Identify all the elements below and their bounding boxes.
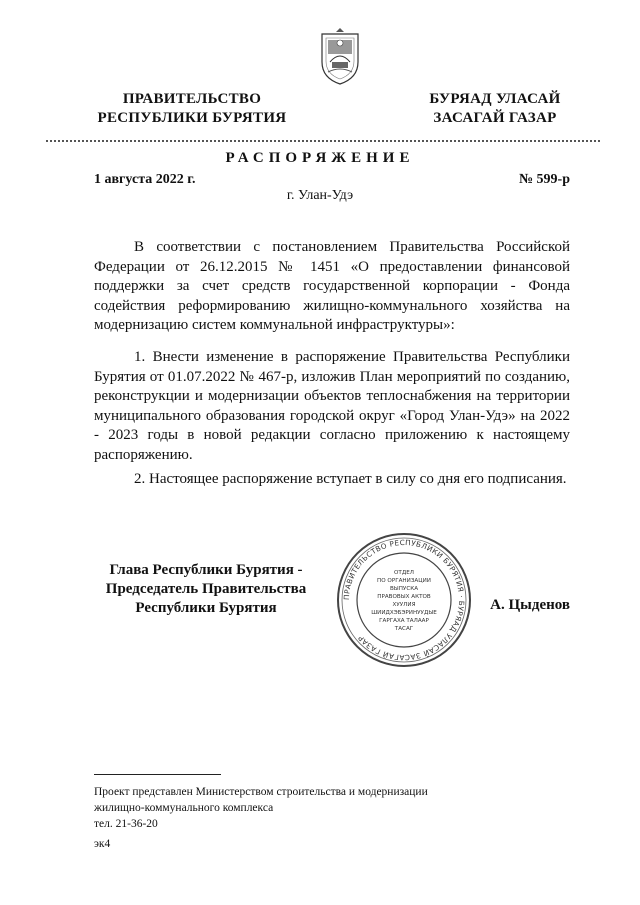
stamp-center-line: ВЫПУСКА <box>389 586 419 592</box>
document-code: эк4 <box>94 838 111 850</box>
footnote-separator <box>94 774 221 775</box>
document-city: г. Улан-Удэ <box>286 188 354 203</box>
stamp-center-line: ХУУЛИЯ <box>392 602 416 608</box>
intro-paragraph: В соответствии с постановлением Правительства Российской Федерации от 26.12.2015 № 1451 «О предоставлении финансовой поддержки за счет средств государственной корпорации - Фонда содействия реформированию жилищно-коммунального хозяйства на модернизацию систем коммунальной инфраструктуры»: <box>94 239 570 334</box>
stamp-center-line: ГАРГАХА ТАЛААР <box>379 618 429 624</box>
header-right-line: ЗАСАГАЙ ГАЗАР <box>433 110 557 126</box>
signatory-title-line: Республики Бурятия <box>135 600 277 616</box>
document-type: РАСПОРЯЖЕНИЕ <box>225 150 415 166</box>
document-date: 1 августа 2022 г. <box>94 172 196 187</box>
header-right-line: БУРЯАД УЛАСАЙ <box>429 91 561 107</box>
signatory-title-line: Глава Республики Бурятия - <box>109 562 303 578</box>
stamp-ring-text: ПРАВИТЕЛЬСТВО РЕСПУБЛИКИ БУРЯТИЯ · БУРЯАД УЛАСАЙ ЗАСАГАЙ ГАЗАР <box>341 537 467 663</box>
header-left <box>94 90 290 128</box>
item-1-paragraph: 1. Внести изменение в распоряжение Правительства Республики Бурятия от 01.07.2022 № 467-р, изложив План мероприятий по созданию, реконструкции и модернизации объектов теплоснабжения на территории муниципального образования городской округ «Город Улан-Удэ» на 2022 - 2023 годы в новой редакции согласно приложению к настоящему распоряжению. <box>94 349 570 463</box>
header-left-line: ПРАВИТЕЛЬСТВО <box>122 91 262 107</box>
footnote-line: жилищно-коммунального комплекса <box>94 802 274 814</box>
signatory-name: А. Цыденов <box>490 597 570 613</box>
footnote-line: Проект представлен Министерством строительства и модернизации <box>94 786 428 798</box>
stamp-center-line: ПРАВОВЫХ АКТОВ <box>377 594 431 600</box>
footnote-line: тел. 21-36-20 <box>94 818 158 830</box>
header-right <box>420 90 570 128</box>
coat-of-arms-icon <box>318 28 362 86</box>
item-2-paragraph: 2. Настоящее распоряжение вступает в силу со дня его подписания. <box>134 471 567 487</box>
header-divider <box>46 140 600 142</box>
official-stamp <box>334 530 474 670</box>
stamp-center-line: ШИИДХЭБЭРИНУУДЫЕ <box>371 610 437 616</box>
svg-text:ПРАВИТЕЛЬСТВО РЕСПУБЛИКИ БУРЯТ <box>342 538 466 662</box>
signatory-title-line: Председатель Правительства <box>105 581 307 597</box>
stamp-center-line: ПО ОРГАНИЗАЦИИ <box>377 578 431 584</box>
signatory-title <box>94 561 318 618</box>
header-left-line: РЕСПУБЛИКИ БУРЯТИЯ <box>97 110 287 126</box>
stamp-center-line: ОТДЕЛ <box>394 570 414 576</box>
stamp-center-line: ТАСАГ <box>394 626 414 632</box>
document-number: № 599-р <box>518 172 570 187</box>
footnote <box>94 784 428 832</box>
